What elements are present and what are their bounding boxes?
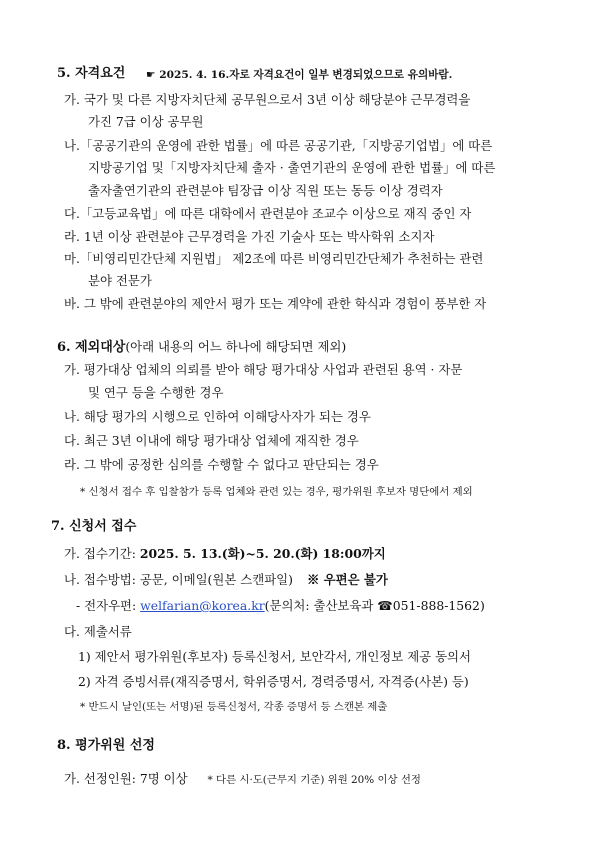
section-5-item-ma-line1: 마.「비영리민간단체 지원법」 제2조에 따른 비영리민간단체가 추천하는 관련 [64,251,484,266]
method-note: ※ 우편은 불가 [306,572,388,587]
phone-number: 051-888-1562) [392,598,485,613]
email-contact: (문의처: 출산보육과 [264,598,374,613]
section-5-item-na-line2: 지방공기업 및「지방자치단체 출자 · 출연기관의 운영에 관한 법률」에 따른 [88,160,496,175]
section-6-item-da: 다. 최근 3년 이내에 해당 평가대상 업체에 재직한 경우 [64,433,359,448]
section-5-item-ba: 바. 그 밖에 관련분야의 제안서 평가 또는 계약에 관한 학식과 경험이 풍부한 자 [64,296,487,311]
pointing-hand-icon: ☛ [146,69,156,81]
section-5-item-ra: 라. 1년 이상 관련분야 근무경력을 가진 기술사 또는 박사학위 소지자 [64,229,435,244]
section-6-item-ga-line1: 가. 평가대상 업체의 의뢰를 받아 해당 평가대상 사업과 관련된 용역 · 자문 [64,362,463,377]
section-8-title: 8. 평가위원 선정 [57,738,155,753]
section-6-item-na: 나. 해당 평가의 시행으로 인하여 이해당사자가 되는 경우 [64,409,371,424]
section-7-method [64,572,388,588]
section-7-title: 7. 신청서 접수 [51,519,137,534]
email-link[interactable]: welfarian@korea.kr [140,598,265,613]
section-5-title: 5. 자격요건 [57,66,126,81]
email-prefix: - 전자우편: [76,598,137,613]
selection-note: * 다른 시·도(근무지 기준) 위원 20% 이상 선정 [207,774,421,786]
section-5-item-na-line1: 나.「공공기관의 운영에 관한 법률」에 따른 공공기관,「지방공기업법」에 따른 [64,138,493,153]
section-6-title-note: (아래 내용의 어느 하나에 해당되면 제외) [125,339,347,354]
section-5-item-da: 다.「고등교육법」에 따른 대학에서 관련분야 조교수 이상으로 재직 중인 자 [64,206,472,221]
section-5-notice-text: 2025. 4. 16.자로 자격요건이 일부 변경되었으므로 유의바람. [159,69,453,81]
section-5-item-na-line3: 출자출연기관의 관련분야 팀장급 이상 직원 또는 동등 이상 경력자 [88,183,443,198]
section-7-period [64,546,386,562]
section-7-email-line [76,598,485,614]
section-7-docs-title: 다. 제출서류 [64,624,132,639]
section-6-note: * 신청서 접수 후 입찰참가 등록 업체와 관련 있는 경우, 평가위원 후보자 명단에서 제외 [80,486,473,498]
period-value: 2025. 5. 13.(화)~5. 20.(화) 18:00까지 [139,546,386,561]
section-7-doc-2: 2) 자격 증빙서류(재직증명서, 학위증명서, 경력증명서, 자격증(사본) 등) [78,674,469,689]
section-5-item-ma-line2: 분야 전문가 [88,273,152,288]
selection-count: 가. 선정인원: 7명 이상 [64,771,188,786]
method-text: 나. 접수방법: 공문, 이메일(원본 스캔파일) [64,572,293,587]
section-5-item-ga-line2: 가진 7급 이상 공무원 [88,114,204,129]
section-7-doc-note: * 반드시 날인(또는 서명)된 등록신청서, 각종 증명서 등 스캔본 제출 [80,701,388,713]
section-6-item-ga-line2: 및 연구 등을 수행한 경우 [88,385,224,400]
section-5-notice [146,67,452,83]
section-6-title: 6. 제외대상 [57,340,126,355]
section-6-heading [57,339,346,356]
section-6-item-ra: 라. 그 밖에 공정한 심의를 수행할 수 없다고 판단되는 경우 [64,457,379,472]
telephone-icon: ☎ [377,598,393,613]
section-8-item-ga [64,771,421,788]
period-label: 가. 접수기간: [64,546,136,561]
section-7-doc-1: 1) 제안서 평가위원(후보자) 등록신청서, 보안각서, 개인정보 제공 동의서 [78,649,471,664]
section-5-item-ga-line1: 가. 국가 및 다른 지방자치단체 공무원으로서 3년 이상 해당분야 근무경력을 [64,92,471,107]
